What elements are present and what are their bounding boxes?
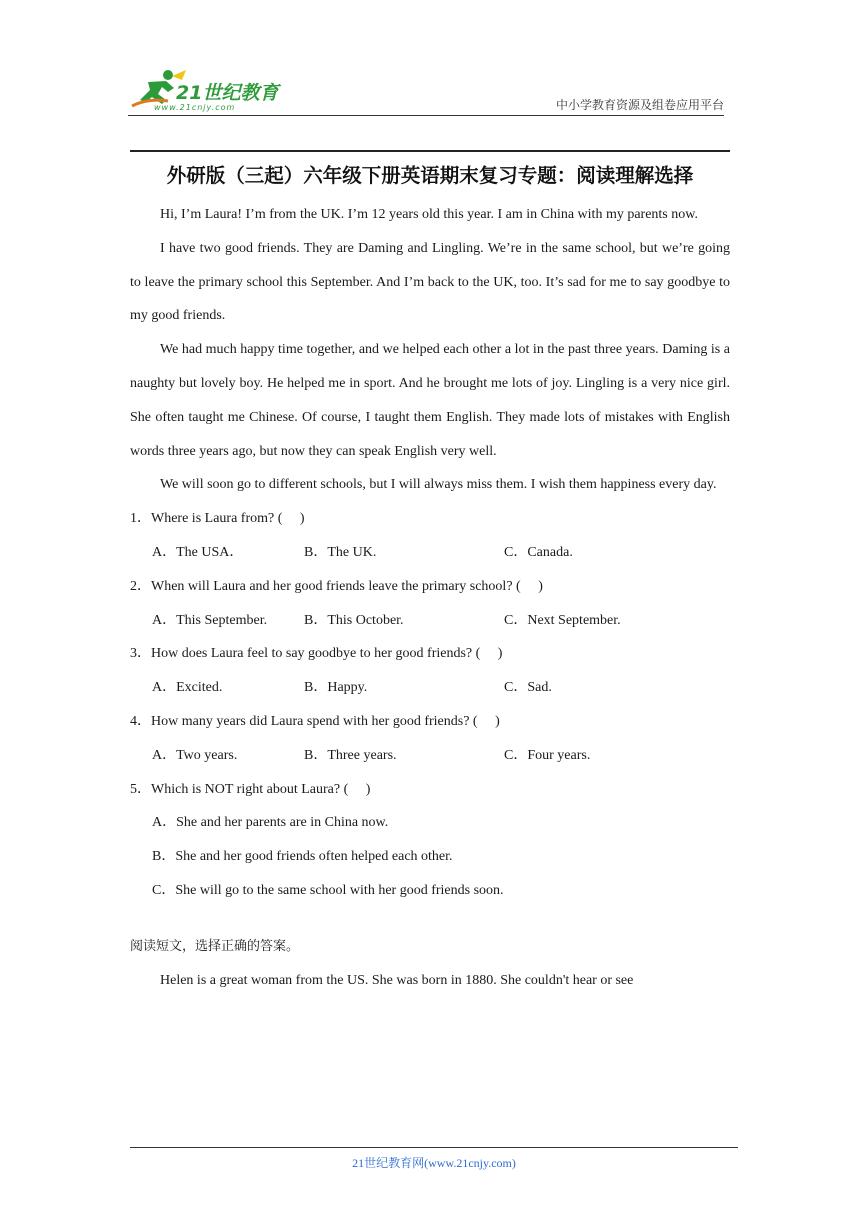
logo-url: www.21cnjy.com — [154, 103, 236, 112]
option-b: B．Three years. — [304, 747, 397, 763]
header-divider — [128, 115, 724, 116]
page-header — [128, 62, 724, 114]
question-1: 1．Where is Laura from? ( ) — [130, 511, 305, 527]
section-spacer — [130, 908, 730, 930]
passage-paragraph: I have two good friends. They are Daming and Lingling. We’re in the same school, but we’re going to leave the primary school this September. And I’m back to the UK, too. It’s sad for me to say goodbye to my good friends. — [130, 240, 730, 324]
logo — [128, 68, 298, 114]
options-2 — [130, 604, 730, 638]
option-b: B．She and her good friends often helped each other. — [152, 849, 453, 865]
title-divider — [130, 150, 730, 152]
question-2: 2．When will Laura and her good friends leave the primary school? ( ) — [130, 578, 543, 594]
option-b: B．This October. — [304, 612, 404, 628]
options-4 — [130, 739, 730, 773]
options-3 — [130, 671, 730, 705]
option-c: C．Next September. — [504, 612, 621, 628]
passage-paragraph: Hi, I’m Laura! I’m from the UK. I’m 12 years old this year. I am in China with my parents now. — [160, 207, 698, 222]
option-c: C．Canada. — [504, 544, 573, 560]
option-b: B．The UK. — [304, 544, 377, 560]
options-1 — [130, 536, 730, 570]
section-instruction: 阅读短文，选择正确的答案。 — [130, 938, 300, 954]
option-a: A．She and her parents are in China now. — [152, 815, 389, 831]
passage-paragraph: Helen is a great woman from the US. She was born in 1880. She couldn't hear or see — [160, 972, 634, 988]
passage-paragraph: We will soon go to different schools, but I will always miss them. I wish them happiness every day. — [160, 477, 717, 493]
option-c: C．Four years. — [504, 747, 591, 763]
question-5: 5．Which is NOT right about Laura? ( ) — [130, 781, 371, 797]
passage-paragraph: We had much happy time together, and we helped each other a lot in the past three years. Daming is a naughty but lovely boy. He helped me in sport. And he brought me lots of joy. Lingling is a very nice girl. She often taught me Chinese. Of course, I taught them English. They made lots of mistakes with English words three years ago, but now they can speak English very well. — [130, 342, 730, 459]
logo-text: 21世纪教育 — [176, 82, 279, 104]
option-b: B．Happy. — [304, 680, 368, 696]
platform-name: 中小学教育资源及组卷应用平台 — [555, 98, 724, 112]
question-3: 3．How does Laura feel to say goodbye to her good friends? ( ) — [130, 646, 503, 662]
option-a: A．Two years. — [152, 747, 238, 763]
question-4: 4．How many years did Laura spend with her good friends? ( ) — [130, 713, 500, 729]
option-c: C．She will go to the same school with her good friends soon. — [152, 882, 504, 898]
document-body — [130, 198, 730, 997]
footer-divider — [130, 1147, 738, 1148]
page-footer: 21世纪教育网(www.21cnjy.com) — [352, 1156, 516, 1170]
option-a: A．The USA． — [152, 544, 244, 560]
option-a: A．This September. — [152, 612, 268, 628]
option-c: C．Sad. — [504, 680, 552, 696]
page-title: 外研版（三起）六年级下册英语期末复习专题：阅读理解选择 — [166, 164, 694, 187]
option-a: A．Excited. — [152, 680, 223, 696]
